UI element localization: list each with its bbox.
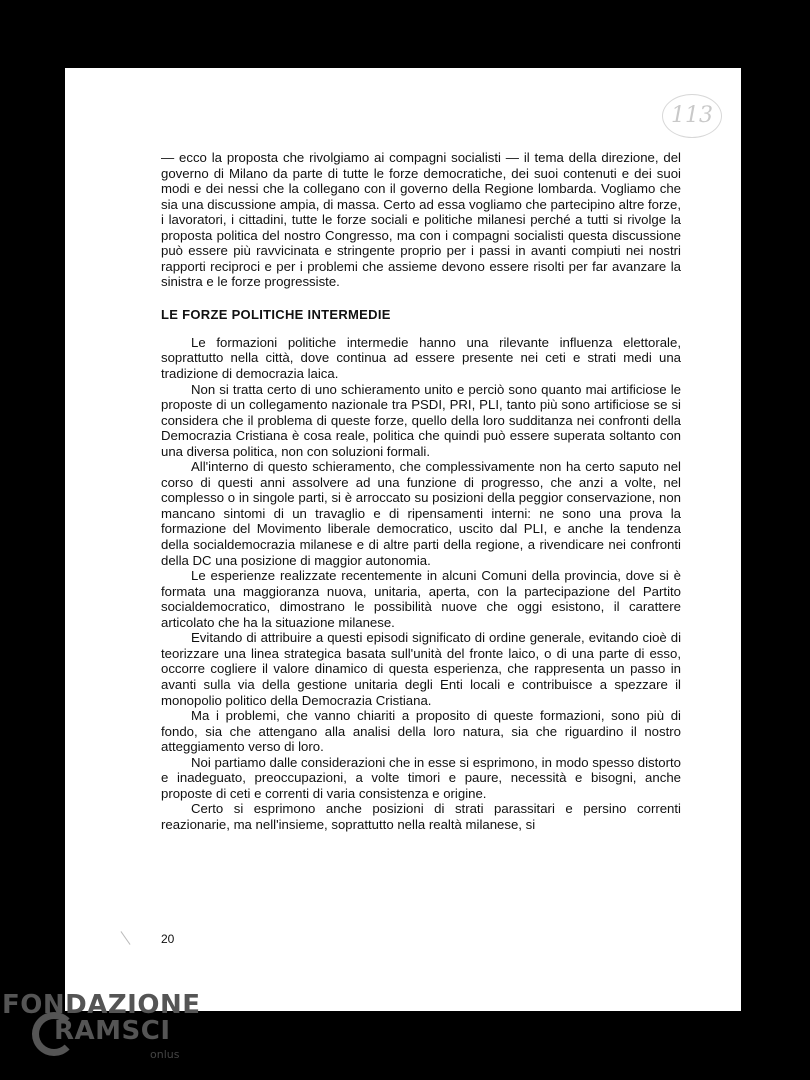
paragraph: Evitando di attribuire a questi episodi significato di ordine generale, evitando cioè di teorizzare una linea strategica basata sull'unità del fronte laico, o di una parte di esso, occorre cogliere il valore dinamico di questa esperienza, che rappresenta un passo in avanti sulla via della gestione unitaria degli Enti locali e contribuisce a spezzare il monopolio politico della Democrazia Cristiana. <box>161 630 681 708</box>
watermark-line1: FONDAZIONE <box>2 990 201 1020</box>
paragraph: Non si tratta certo di uno schieramento unito e perciò sono quanto mai artificiose le proposte di un collegamento nazionale tra PSDI, PRI, PLI, tanto più sono artificiose se si considera che il problema di queste forze, quello della loro sudditanza nei confronti della Democrazia Cristiana è cosa reale, politica che quindi può essere superata soltanto con una diversa politica, non con soluzioni formali. <box>161 381 681 459</box>
folio-stamp: 113 <box>662 94 722 138</box>
watermark-line2: RAMSCI <box>54 1016 171 1046</box>
document-page <box>65 68 741 1011</box>
watermark-suffix: onlus <box>150 1048 180 1061</box>
opening-paragraph: — ecco la proposta che rivolgiamo ai compagni socialisti — il tema della direzione, del governo di Milano da parte di tutte le forze democratiche, dei suoi contenuti e dei suoi modi e dei nessi che la collegano con il governo della Regione lombarda. Vogliamo che sia una discussione ampia, di massa. Certo ad essa vogliamo che partecipino altre forze, i lavoratori, i cittadini, tutte le forze sociali e politiche milanesi perché a tutti si rivolge la proposta politica del nostro Congresso, ma con i compagni socialisti questa discussione può essere più ravvicinata e stringente proprio per i passi in avanti compiuti nei nostri rapporti reciproci e per i problemi che assieme devono essere risolti per far avanzare la sinistra e le forze progressiste. <box>161 150 681 290</box>
watermark-logo <box>2 990 202 1070</box>
paragraph: Certo si esprimono anche posizioni di strati parassitari e persino correnti reazionarie, ma nell'insieme, soprattutto nella realtà milanese, si <box>161 801 681 832</box>
paragraph: Le formazioni politiche intermedie hanno una rilevante influenza elettorale, soprattutto nella città, dove continua ad essere presente nei ceti e strati medi una tradizione di democrazia laica. <box>161 334 681 382</box>
pencil-mark <box>121 931 131 945</box>
paragraph: Le esperienze realizzate recentemente in alcuni Comuni della provincia, dove si è formata una maggioranza nuova, unitaria, aperta, con la partecipazione del Partito socialdemocratico, dimostrano le possibilità nuove che oggi esistono, il carattere articolato che ha la situazione milanese. <box>161 568 681 630</box>
paragraph: All'interno di questo schieramento, che complessivamente non ha certo saputo nel corso di questi anni assolvere ad una funzione di progresso, che anzi a volte, nel complesso o in singole parti, si è arroccato su posizioni della peggior conservazione, non mancano sintomi di un travaglio e di ripensamenti interni: ne sono una prova la formazione del Movimento liberale democratico, uscito dal PLI, e anche la tendenza della socialdemocrazia milanese e di altre parti della regione, a rivendicare nei confronti della DC una posizione di maggior autonomia. <box>161 459 681 568</box>
section-heading: LE FORZE POLITICHE INTERMEDIE <box>161 306 391 322</box>
page-number: 20 <box>161 932 175 946</box>
paragraph: Ma i problemi, che vanno chiariti a proposito di queste formazioni, sono più di fondo, sia che attengano alla analisi della loro natura, sia che riguardino il nostro atteggiamento verso di loro. <box>161 708 681 755</box>
body-text <box>161 150 681 832</box>
paragraph: Noi partiamo dalle considerazioni che in esse si esprimono, in modo spesso distorto e inadeguato, preoccupazioni, a volte timori e paure, necessità e bisogni, anche proposte di ceti e correnti di varia consistenza e origine. <box>161 754 681 801</box>
